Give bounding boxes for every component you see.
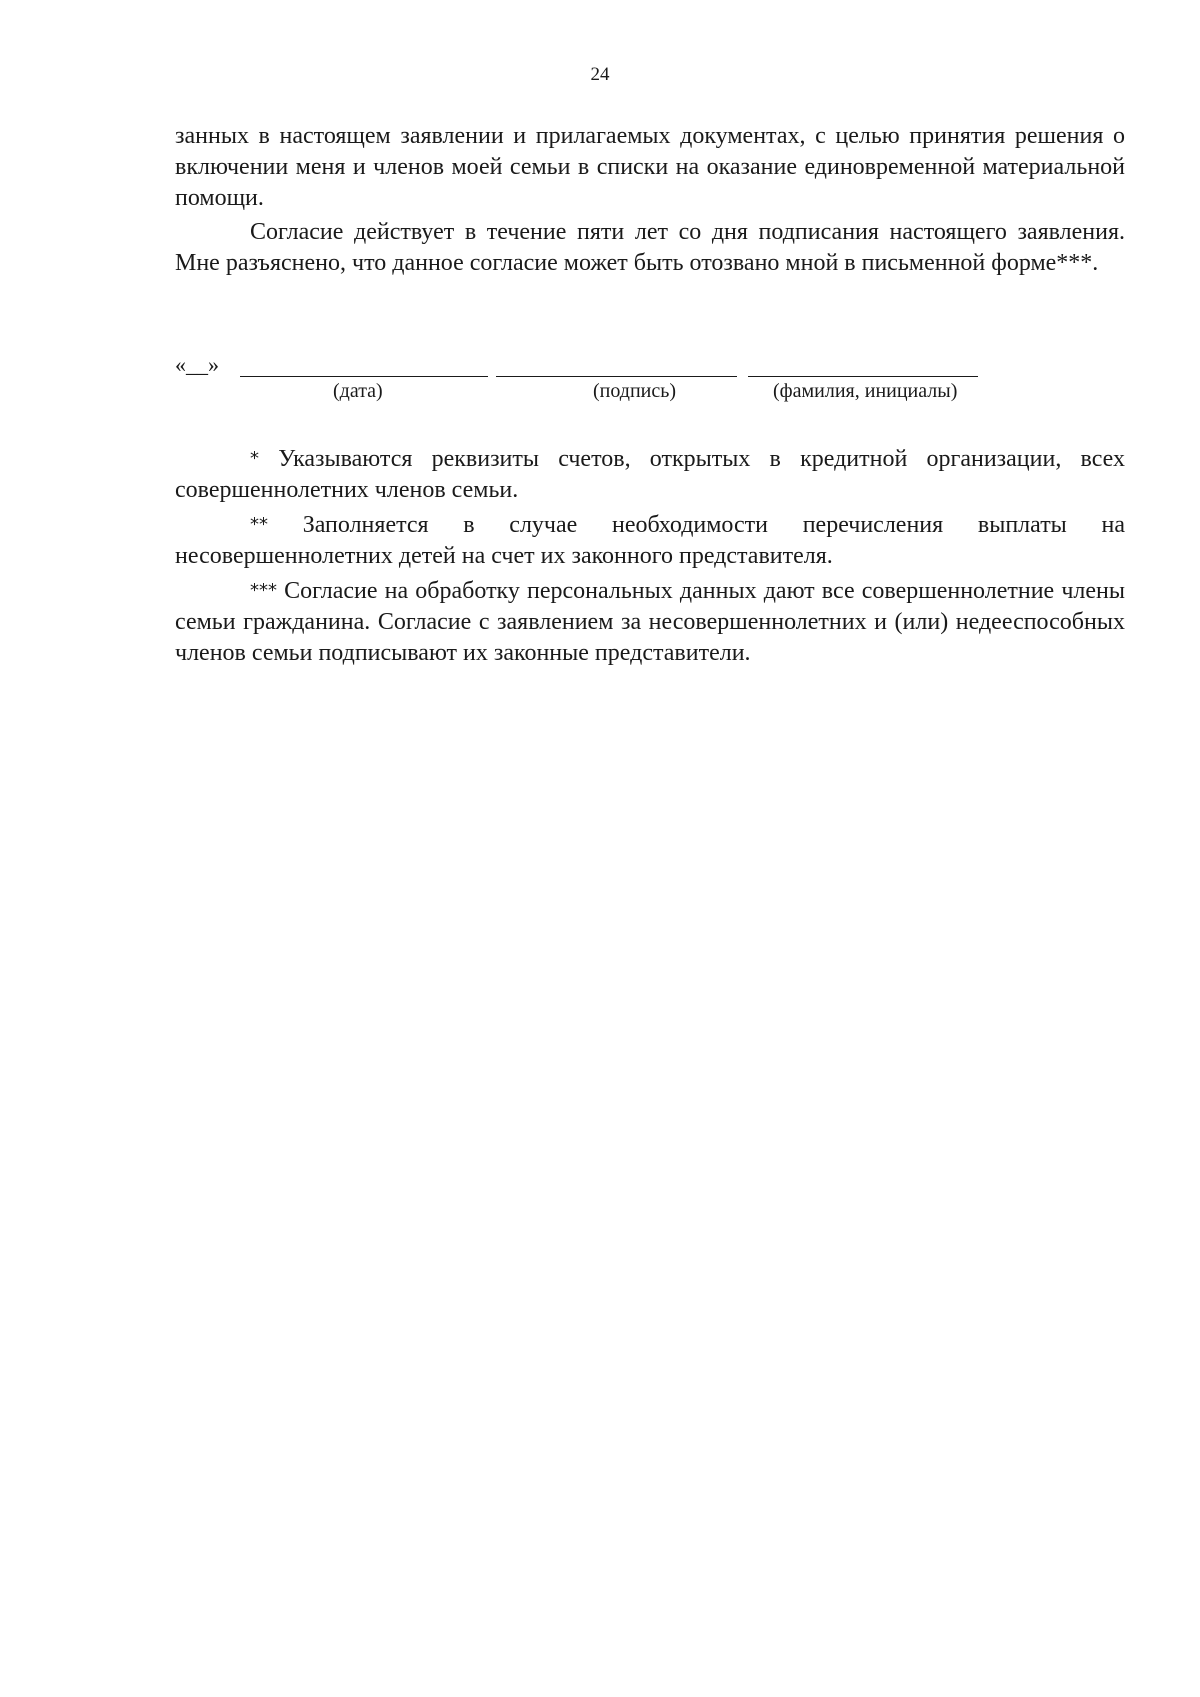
footnote-mark: ** (250, 514, 268, 535)
footnote-mark: *** (250, 580, 277, 601)
footnotes (175, 443, 1125, 672)
signature-row (175, 352, 1005, 412)
footnote-2 (175, 509, 1125, 572)
caption-signature: (подпись) (593, 380, 677, 402)
signature-line (496, 376, 737, 377)
footnote-3 (175, 575, 1125, 669)
paragraph-consent-duration: Согласие действует в течение пяти лет со дня подписания настоящего заявления. Мне разъяснено, что данное согласие может быть отозвано мной в письменной форме***. (175, 219, 1125, 276)
paragraph-consent-purpose: занных в настоящем заявлении и прилагаемых документах, с целью принятия решения о включении меня и членов моей семьи в списки на оказание единовременной материальной помощи. (175, 123, 1125, 211)
date-quote: «__» (175, 352, 219, 377)
footnote-text: Указываются реквизиты счетов, открытых в кредитной организации, всех совершеннолетних членов семьи. (175, 446, 1125, 503)
name-line (748, 376, 978, 377)
date-line (240, 376, 488, 377)
page-number: 24 (590, 64, 610, 85)
footnote-1 (175, 443, 1125, 506)
caption-name: (фамилия, инициалы) (773, 380, 958, 402)
caption-date: (дата) (333, 380, 383, 402)
footnote-text: Заполняется в случае необходимости перечисления выплаты на несовершеннолетних детей на счет их законного представителя. (175, 512, 1125, 569)
footnote-mark: * (250, 448, 259, 469)
footnote-text: Согласие на обработку персональных данных дают все совершеннолетние члены семьи гражданина. Согласие с заявлением за несовершеннолетних и (или) недееспособных членов семьи подписывают их законные представители. (175, 578, 1125, 666)
